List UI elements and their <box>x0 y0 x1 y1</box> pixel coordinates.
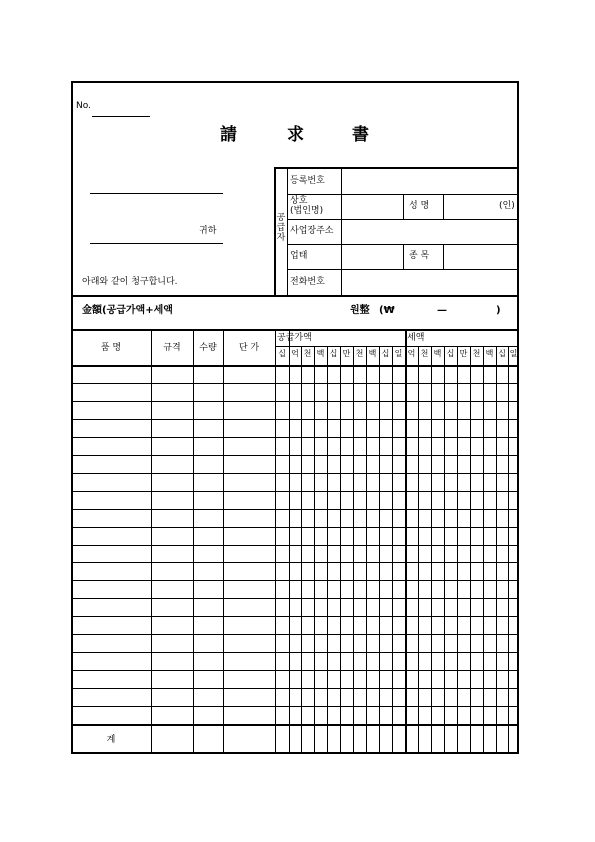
total-row-line <box>71 724 519 726</box>
digit-label: 일 <box>509 349 518 358</box>
digit-col-line <box>301 346 302 754</box>
supplier-row-line <box>288 219 519 220</box>
business-item-label: 종 목 <box>409 251 430 261</box>
supplier-side-char: 자 <box>276 233 286 243</box>
table-col-line <box>193 329 194 754</box>
table-col-line <box>223 329 224 754</box>
digit-label: 십 <box>278 349 286 358</box>
supplier-cell-divider <box>443 244 444 269</box>
table-row-line <box>71 706 519 707</box>
company-label: 상호 <box>290 196 308 206</box>
table-row-line <box>71 509 519 510</box>
supplier-cell-divider <box>403 244 404 269</box>
address-label: 사업장주소 <box>290 226 334 236</box>
table-row-line <box>71 419 519 420</box>
digit-label: 백 <box>368 349 377 358</box>
digit-col-line <box>353 346 354 754</box>
digit-label: 만 <box>342 349 351 358</box>
supplier-field-divider <box>341 168 342 295</box>
digit-label: 십 <box>446 349 455 358</box>
digit-label: 일 <box>394 349 403 358</box>
digit-label: 천 <box>303 349 312 358</box>
digit-col-line <box>340 346 341 754</box>
table-row-line <box>71 580 519 581</box>
table-row-line <box>71 383 519 384</box>
digit-col-line <box>392 346 393 754</box>
supplier-cell-divider <box>443 194 444 219</box>
amount-won: 원整 <box>350 305 370 316</box>
group-divider <box>405 329 407 754</box>
header-mid-line <box>275 346 519 347</box>
digit-label: 백 <box>316 349 325 358</box>
table-row-line <box>71 670 519 671</box>
digit-col-line <box>457 346 458 754</box>
digit-group-line <box>327 346 328 754</box>
table-col-line <box>151 329 152 754</box>
digit-label: 천 <box>420 349 429 358</box>
title-char-3: 書 <box>352 125 369 145</box>
col-item-label: 품 명 <box>100 343 122 353</box>
digit-label: 억 <box>407 349 416 358</box>
recipient-line-1 <box>90 193 223 194</box>
digit-label: 백 <box>433 349 442 358</box>
supplier-side-label <box>276 213 286 243</box>
table-row-line <box>71 455 519 456</box>
no-label: No. <box>76 101 91 111</box>
digit-label: 천 <box>355 349 364 358</box>
seal-label: (인) <box>499 201 515 211</box>
title-char-1: 請 <box>220 125 237 145</box>
table-row-line <box>71 473 519 474</box>
reg-no-label: 등록번호 <box>290 176 325 186</box>
supplier-cell-divider <box>403 194 404 219</box>
digit-label: 억 <box>291 349 299 358</box>
supplier-side-char: 공 <box>276 213 286 223</box>
tax-group-label: 세액 <box>407 333 425 343</box>
amount-label: 金額(공급가액+세액 <box>82 305 173 316</box>
digit-label: 십 <box>498 349 506 358</box>
digit-group-line <box>366 346 367 754</box>
digit-label: 천 <box>472 349 481 358</box>
supplier-side-char: 급 <box>276 223 286 233</box>
digit-col-line <box>470 346 471 754</box>
amount-dash: — <box>437 305 447 316</box>
digit-col-line <box>508 346 509 754</box>
amount-top-line <box>71 295 519 297</box>
request-text: 아래와 같이 청구합니다. <box>82 277 178 287</box>
title-char-2: 求 <box>287 125 304 145</box>
table-row-line <box>71 598 519 599</box>
digit-group-line <box>483 346 484 754</box>
digit-label: 백 <box>485 349 494 358</box>
digit-label: 십 <box>381 349 390 358</box>
table-row-line <box>71 616 519 617</box>
table-row-line <box>71 634 519 635</box>
table-row-line <box>71 527 519 528</box>
digit-col-line <box>314 346 315 754</box>
col-price-label: 단 가 <box>238 343 260 353</box>
col-spec-label: 규격 <box>163 343 181 353</box>
digit-group-line <box>444 346 445 754</box>
amount-close: ) <box>496 305 501 316</box>
digit-col-line <box>496 346 497 754</box>
digit-col-line <box>379 346 380 754</box>
supplier-row-line <box>288 269 519 270</box>
table-row-line <box>71 401 519 402</box>
company-sub-label: (법인명) <box>290 206 324 216</box>
recipient-suffix: 귀하 <box>199 226 217 236</box>
table-row-line <box>71 652 519 653</box>
table-row-line <box>71 545 519 546</box>
supply-group-label: 공급가액 <box>277 333 312 343</box>
col-qty-label: 수량 <box>199 343 217 353</box>
recipient-line-2 <box>90 243 223 244</box>
table-col-line <box>289 329 290 754</box>
table-col-line <box>275 329 276 754</box>
name-label: 성 명 <box>409 201 430 211</box>
amount-bottom-line <box>71 329 519 331</box>
header-bottom-line <box>71 365 519 367</box>
digit-col-line <box>418 346 419 754</box>
amount-open: (₩ <box>379 305 395 316</box>
no-underline <box>92 116 150 117</box>
digit-label: 만 <box>459 349 468 358</box>
digit-col-line <box>431 346 432 754</box>
table-row-line <box>71 491 519 492</box>
total-label: 계 <box>106 735 116 745</box>
table-row-line <box>71 562 519 563</box>
business-type-label: 업태 <box>290 251 308 261</box>
supplier-label-divider <box>287 168 288 295</box>
supplier-top-line <box>274 167 519 169</box>
table-row-line <box>71 437 519 438</box>
table-row-line <box>71 688 519 689</box>
digit-label: 십 <box>329 349 338 358</box>
phone-label: 전화번호 <box>290 277 325 287</box>
